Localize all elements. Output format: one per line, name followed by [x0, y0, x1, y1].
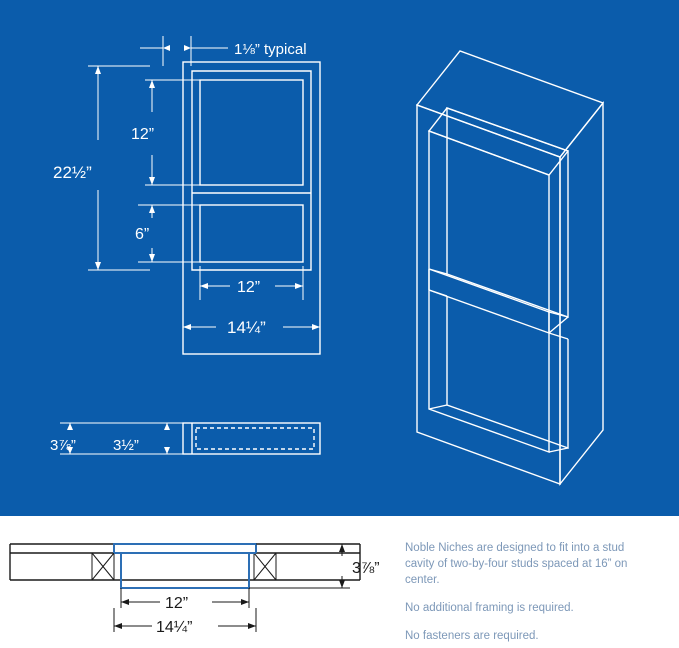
label-wall-thickness: 1⅛” typical — [234, 41, 307, 58]
label-section-depth: 3⅞” — [352, 560, 380, 577]
notes-block — [405, 540, 655, 644]
note-paragraph-3: No fasteners are required. — [405, 630, 539, 642]
iso-right-face — [560, 103, 603, 484]
label-section-overall-width: 14¼” — [156, 619, 193, 636]
front-outer-rect — [183, 62, 320, 354]
iso-top-face — [417, 51, 603, 157]
stud-hatch-left — [92, 553, 114, 580]
note-paragraph-2: No additional framing is required. — [405, 602, 574, 614]
label-upper-height: 12” — [131, 126, 155, 143]
front-lower-opening — [200, 205, 303, 262]
label-section-opening-width: 12” — [165, 595, 189, 612]
iso-upper-back — [447, 108, 568, 317]
niche-profile — [114, 544, 256, 588]
label-overall-width: 14¼” — [227, 318, 266, 337]
front-upper-opening — [200, 80, 303, 185]
label-plan-inner-depth: 3½” — [113, 437, 139, 454]
iso-lower-bevel-left — [429, 290, 447, 296]
label-lower-height: 6” — [135, 226, 150, 243]
plan-hidden-rect — [196, 428, 314, 449]
front-inner-rect — [192, 71, 311, 270]
stud-hatch-right — [254, 553, 276, 580]
iso-inner-top-bevel — [429, 108, 568, 175]
dim-plan-inner-depth — [164, 423, 170, 454]
iso-front-face — [417, 105, 560, 484]
iso-lower-bottom-right — [549, 448, 568, 452]
iso-lower-bottom-left — [429, 405, 447, 409]
label-opening-width: 12” — [237, 279, 261, 296]
iso-lower-bevel-right — [549, 333, 568, 339]
label-overall-height: 22½” — [53, 163, 92, 182]
note-paragraph-1: Noble Niches are designed to fit into a stud cavity of two-by-four studs spaced at 16” on center. — [405, 542, 628, 586]
label-plan-depth: 3⅞” — [50, 437, 76, 454]
